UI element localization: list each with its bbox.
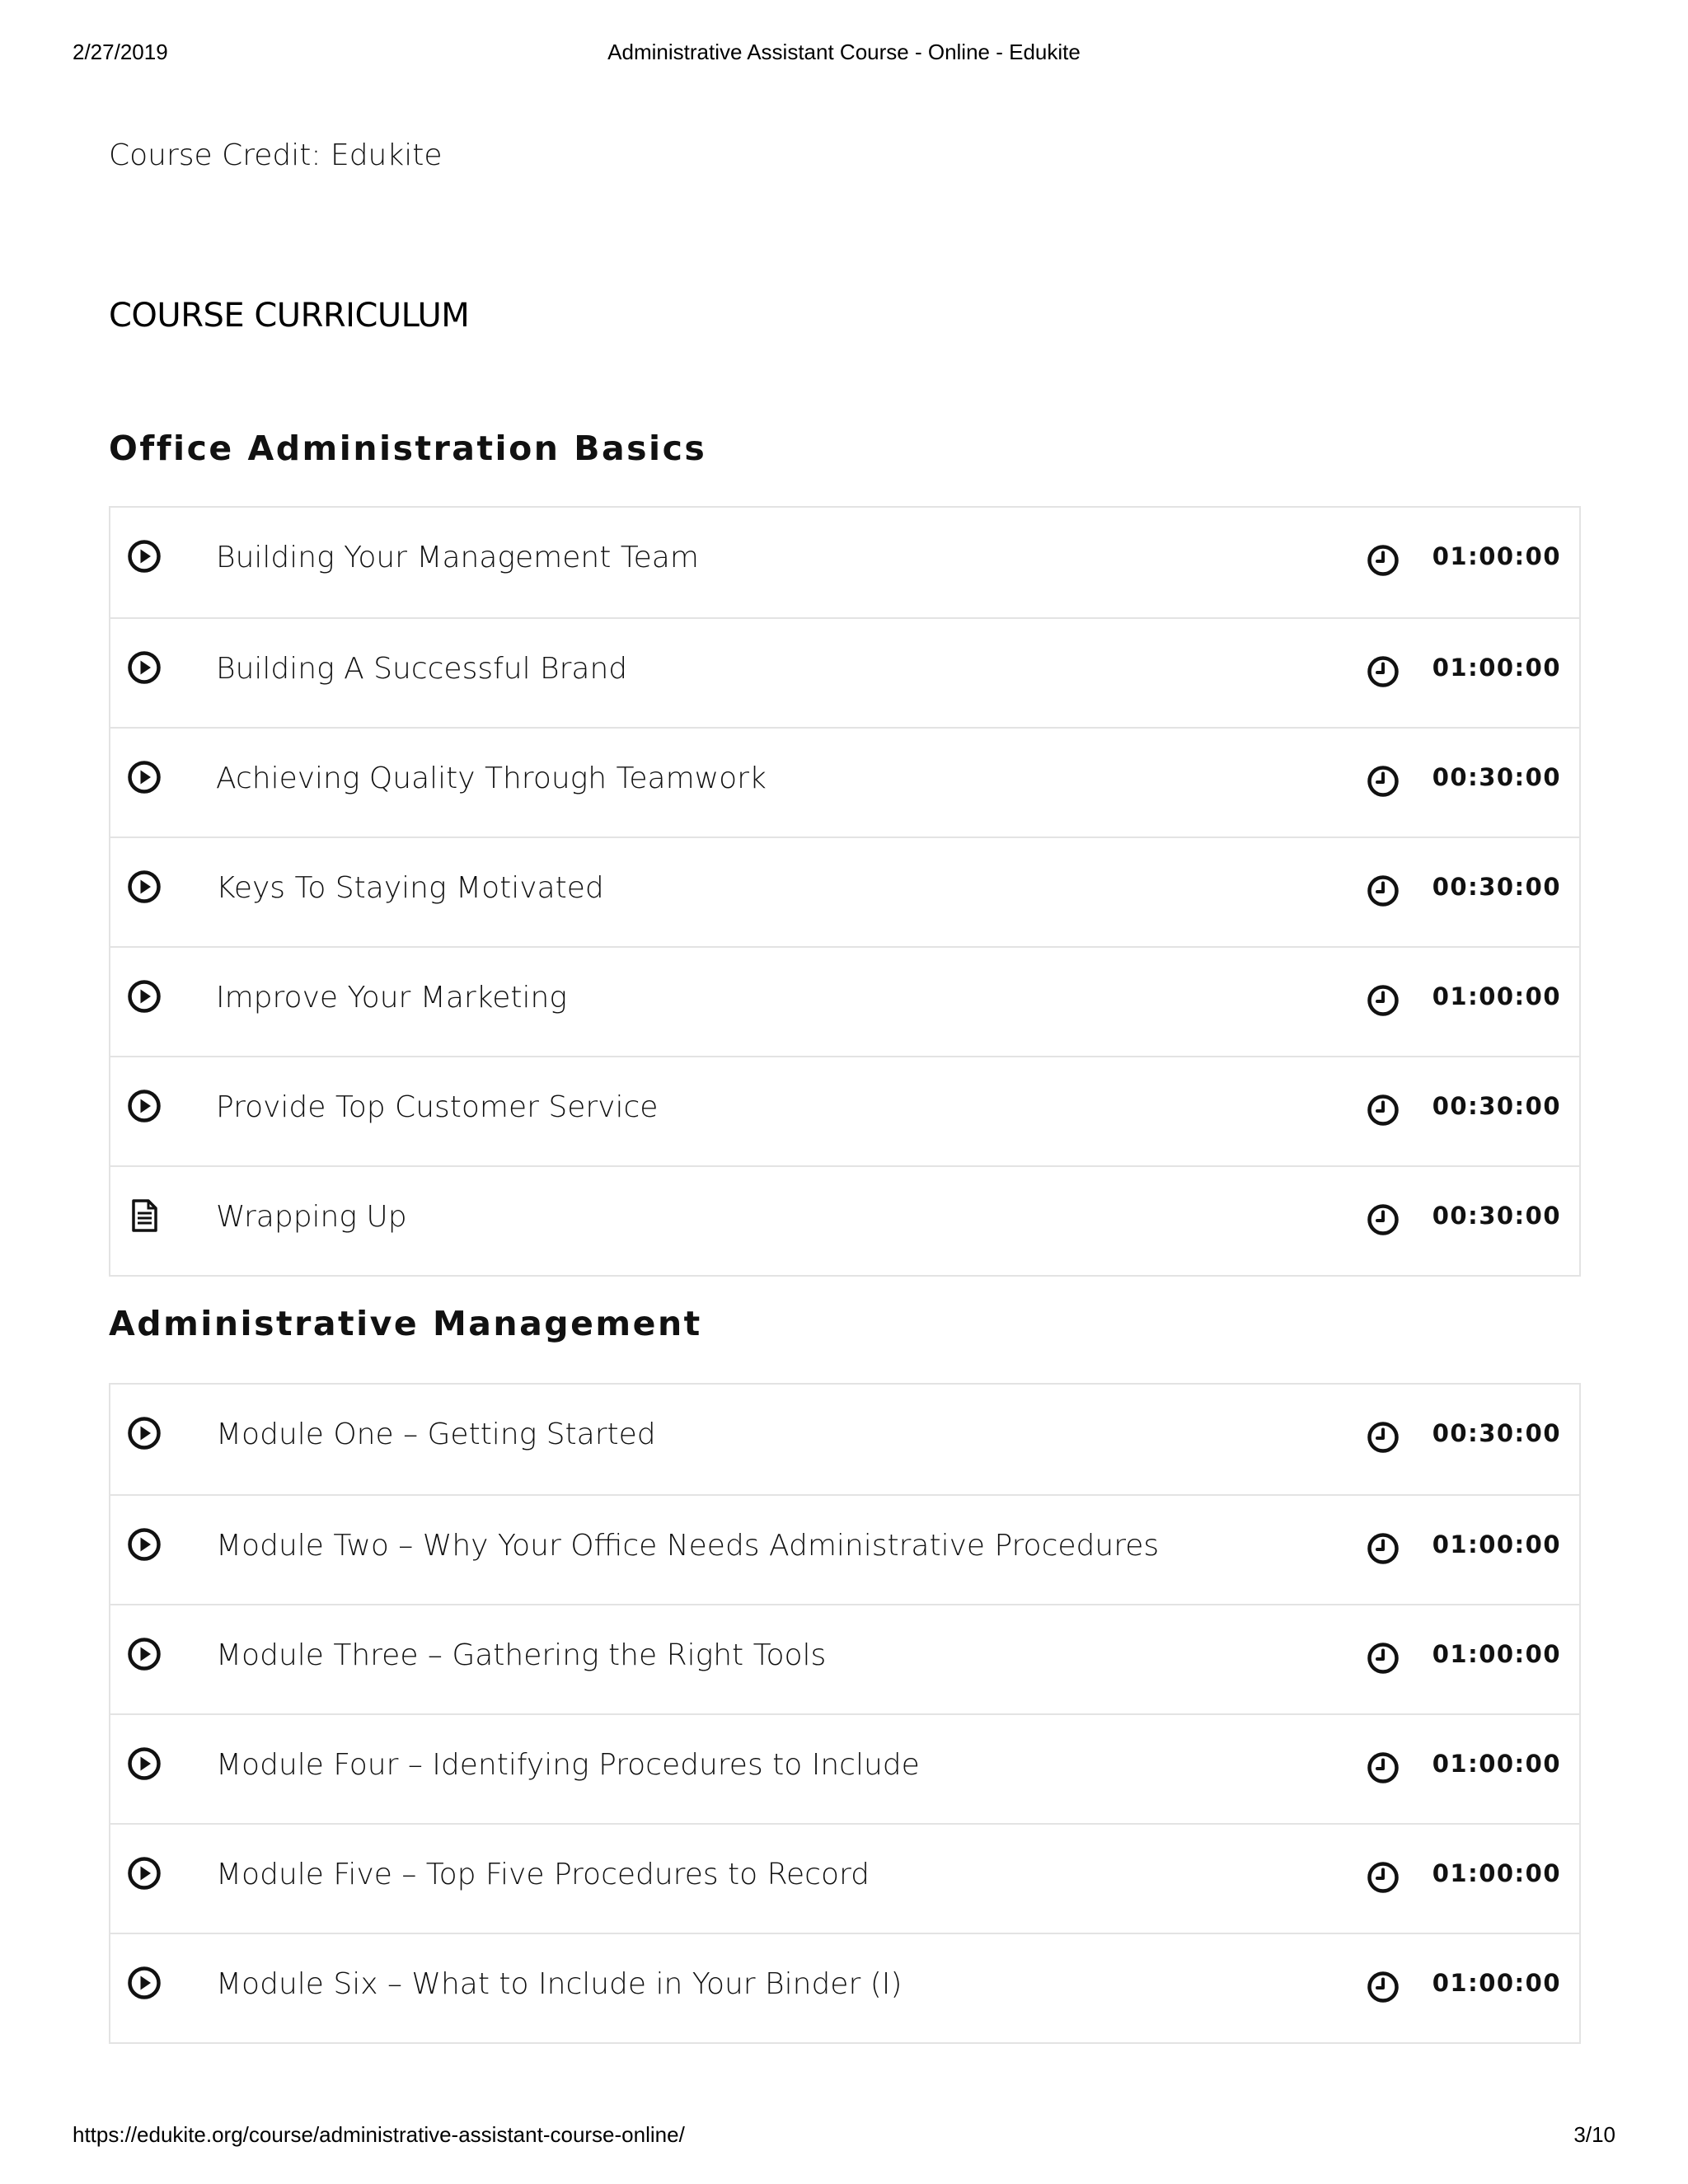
lesson-title[interactable]: Keys To Staying Motivated — [216, 871, 604, 905]
play-circle-icon — [127, 1416, 162, 1451]
play-circle-icon — [127, 650, 162, 685]
lesson-title[interactable]: Provide Top Customer Service — [216, 1090, 659, 1124]
lesson-title[interactable]: Achieving Quality Through Teamwork — [216, 762, 767, 795]
lesson-title[interactable]: Building A Successful Brand — [216, 652, 628, 686]
lesson-row[interactable] — [110, 508, 1579, 617]
course-credit: Course Credit: Edukite — [109, 138, 443, 172]
play-circle-icon — [127, 539, 162, 574]
lesson-duration: 00:30:00 — [1432, 1419, 1561, 1447]
play-circle-icon — [127, 979, 162, 1014]
lesson-duration: 01:00:00 — [1432, 654, 1561, 682]
lesson-duration: 01:00:00 — [1432, 1750, 1561, 1778]
clock-icon — [1367, 544, 1400, 577]
play-circle-icon — [127, 1746, 162, 1781]
lesson-row[interactable] — [110, 1713, 1579, 1823]
clock-icon — [1367, 1971, 1400, 2004]
clock-icon — [1367, 765, 1400, 798]
lesson-row[interactable] — [110, 1823, 1579, 1933]
lesson-list-administrative-management — [109, 1383, 1581, 2044]
lesson-row[interactable] — [110, 1056, 1579, 1165]
lesson-title[interactable]: Module Four – Identifying Procedures to Include — [216, 1748, 920, 1782]
lesson-row[interactable] — [110, 1494, 1579, 1604]
print-date: 2/27/2019 — [73, 40, 168, 64]
play-circle-icon — [127, 1966, 162, 2000]
lesson-duration: 01:00:00 — [1432, 1530, 1561, 1558]
lesson-title[interactable]: Module Six – What to Include in Your Binder (I) — [216, 1967, 903, 2001]
lesson-title[interactable]: Module One – Getting Started — [216, 1418, 656, 1451]
play-circle-icon — [127, 1637, 162, 1671]
lesson-list-office-administration-basics — [109, 506, 1581, 1277]
clock-icon — [1367, 874, 1400, 907]
section-title-administrative-management: Administrative Management — [109, 1304, 702, 1343]
lesson-title[interactable]: Building Your Management Team — [216, 541, 699, 574]
lesson-title[interactable]: Wrapping Up — [216, 1200, 407, 1234]
document-icon — [127, 1198, 162, 1233]
lesson-duration: 00:30:00 — [1432, 1202, 1561, 1230]
clock-icon — [1367, 984, 1400, 1017]
clock-icon — [1367, 655, 1400, 688]
print-page-title: Administrative Assistant Course - Online - Edukite — [607, 40, 1081, 64]
lesson-title[interactable]: Improve Your Marketing — [216, 981, 567, 1015]
lesson-duration: 01:00:00 — [1432, 1640, 1561, 1668]
lesson-row[interactable] — [110, 1385, 1579, 1494]
lesson-duration: 00:30:00 — [1432, 763, 1561, 791]
lesson-row[interactable] — [110, 1165, 1579, 1275]
section-title-office-administration-basics: Office Administration Basics — [109, 429, 707, 468]
lesson-duration: 01:00:00 — [1432, 542, 1561, 570]
print-page-number: 3/10 — [1573, 2122, 1615, 2147]
print-header — [0, 40, 1688, 69]
lesson-duration: 00:30:00 — [1432, 1092, 1561, 1120]
lesson-duration: 01:00:00 — [1432, 982, 1561, 1010]
lesson-title[interactable]: Module Five – Top Five Procedures to Record — [216, 1858, 870, 1891]
clock-icon — [1367, 1861, 1400, 1894]
play-circle-icon — [127, 1089, 162, 1123]
lesson-row[interactable] — [110, 617, 1579, 727]
lesson-row[interactable] — [110, 727, 1579, 837]
clock-icon — [1367, 1203, 1400, 1236]
lesson-row[interactable] — [110, 1604, 1579, 1713]
clock-icon — [1367, 1751, 1400, 1784]
clock-icon — [1367, 1094, 1400, 1127]
play-circle-icon — [127, 1856, 162, 1891]
lesson-row[interactable] — [110, 946, 1579, 1056]
play-circle-icon — [127, 760, 162, 794]
play-circle-icon — [127, 1527, 162, 1562]
lesson-title[interactable]: Module Three – Gathering the Right Tools — [216, 1638, 827, 1672]
play-circle-icon — [127, 869, 162, 904]
lesson-title[interactable]: Module Two – Why Your Office Needs Administrative Procedures — [216, 1529, 1160, 1563]
lesson-row[interactable] — [110, 1933, 1579, 2042]
print-footer — [0, 2122, 1688, 2152]
clock-icon — [1367, 1421, 1400, 1454]
lesson-duration: 00:30:00 — [1432, 873, 1561, 901]
clock-icon — [1367, 1642, 1400, 1675]
lesson-duration: 01:00:00 — [1432, 1859, 1561, 1887]
clock-icon — [1367, 1532, 1400, 1565]
lesson-duration: 01:00:00 — [1432, 1969, 1561, 1997]
lesson-row[interactable] — [110, 837, 1579, 946]
print-url: https://edukite.org/course/administrative-assistant-course-online/ — [73, 2122, 685, 2147]
curriculum-heading: COURSE CURRICULUM — [109, 297, 470, 335]
